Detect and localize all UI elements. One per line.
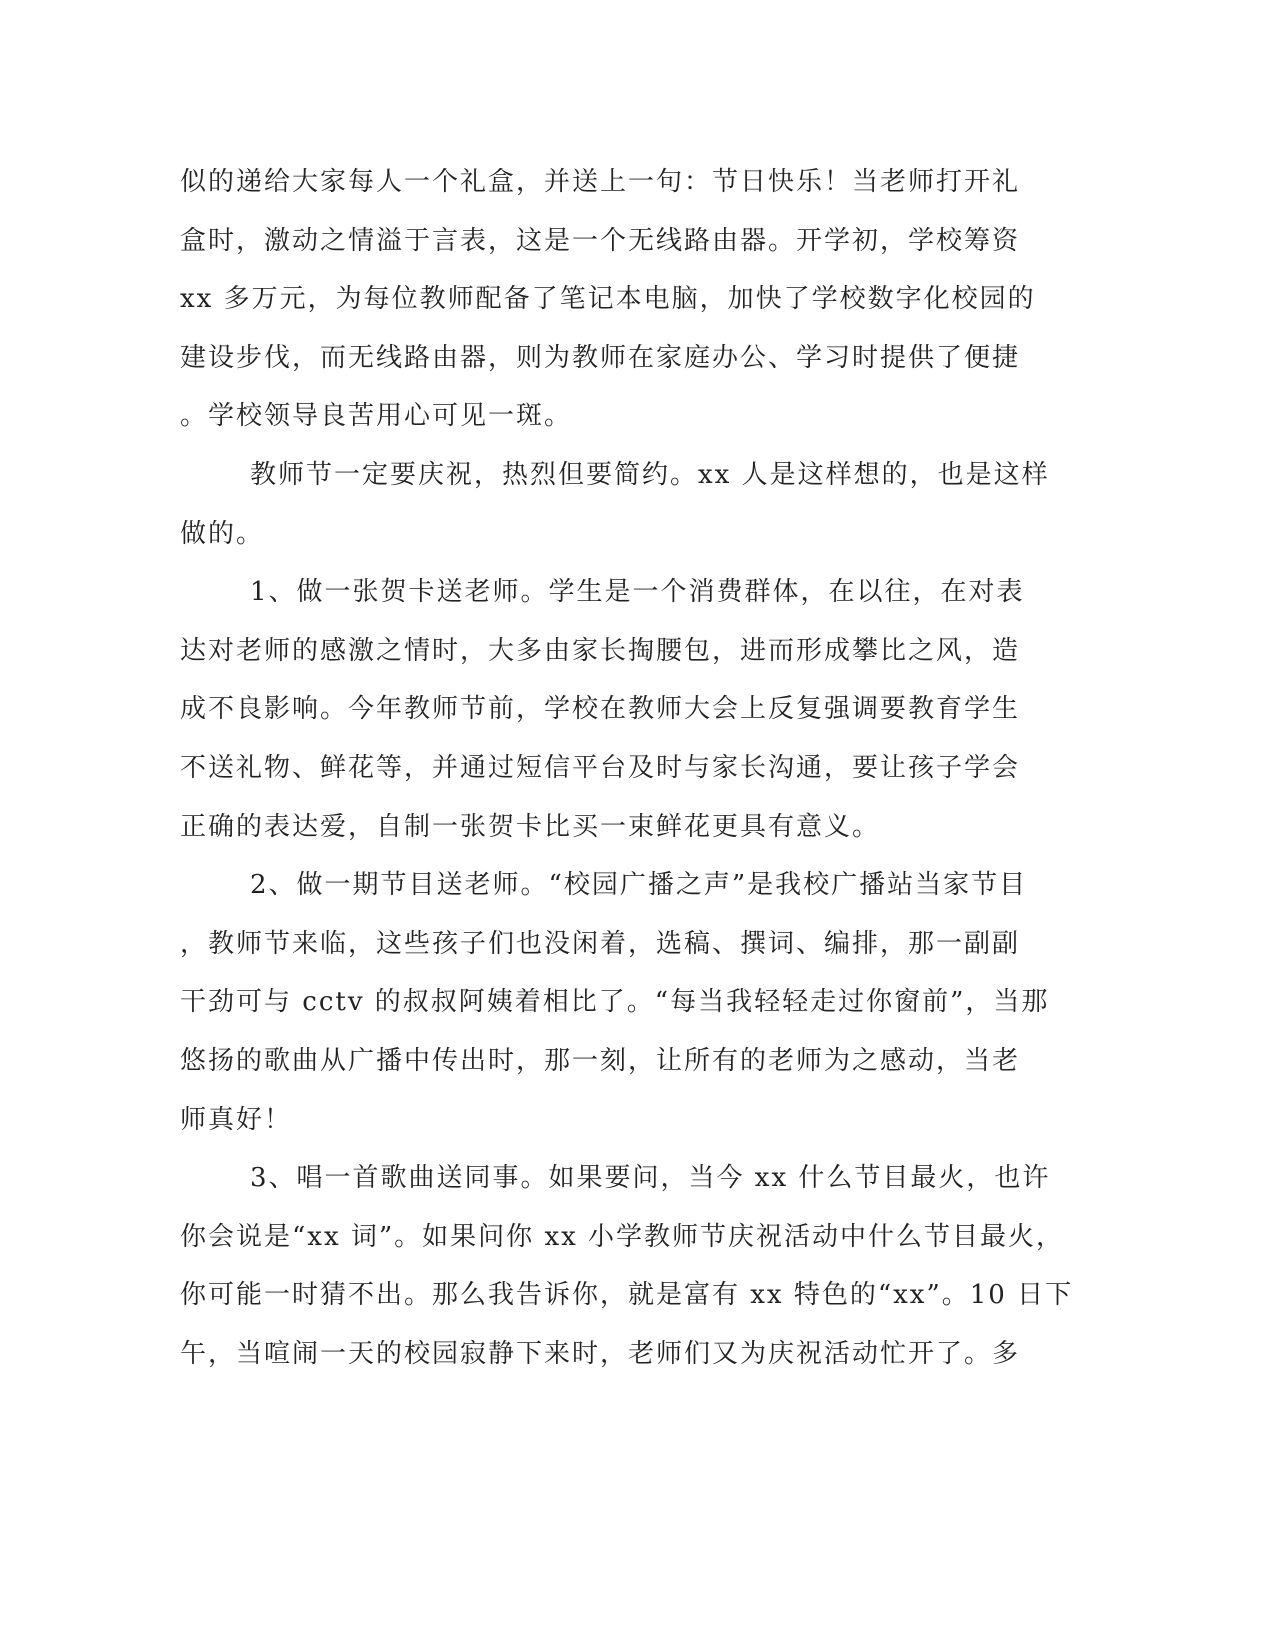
document-body (180, 153, 1074, 1383)
paragraph-first-line: 1、做一张贺卡送老师。学生是一个消费群体，在以往，在对表 (250, 577, 1025, 608)
text-line: 你会说是“xx 词”。如果问你 xx 小学教师节庆祝活动中什么节目最火， (180, 1221, 1065, 1252)
paragraph-first-line: 3、唱一首歌曲送同事。如果要问，当今 xx 什么节目最火，也许 (250, 1163, 1051, 1194)
paragraph-first-line: 2、做一期节目送老师。“校园广播之声”是我校广播站当家节目 (250, 870, 1028, 901)
text-line: 师真好！ (180, 1104, 293, 1135)
text-line: 建设步伐，而无线路由器，则为教师在家庭办公、学习时提供了便捷 (180, 342, 1021, 373)
text-line: 干劲可与 cctv 的叔叔阿姨着相比了。“每当我轻轻走过你窗前”，当那 (180, 987, 1050, 1018)
text-line: 盒时，激动之情溢于言表，这是一个无线路由器。开学初，学校筹资 (180, 225, 1021, 256)
text-line: 正确的表达爱，自制一张贺卡比买一束鲜花更具有意义。 (180, 811, 881, 842)
paragraph-first-line: 教师节一定要庆祝，热烈但要简约。xx 人是这样想的，也是这样 (250, 459, 1050, 490)
text-line: 。学校领导良苦用心可见一斑。 (180, 401, 573, 432)
text-line: xx 多万元，为每位教师配备了笔记本电脑，加快了学校数字化校园的 (180, 284, 1036, 315)
text-line: ，教师节来临，这些孩子们也没闲着，选稿、撰词、编排，那一副副 (180, 928, 1021, 959)
text-line: 达对老师的感激之情时，大多由家长掏腰包，进而形成攀比之风，造 (180, 635, 1021, 666)
text-line: 午，当喧闹一天的校园寂静下来时，老师们又为庆祝活动忙开了。多 (180, 1338, 1021, 1369)
text-line: 你可能一时猜不出。那么我告诉你，就是富有 xx 特色的“xx”。10 日下 (180, 1280, 1074, 1311)
text-line: 成不良影响。今年教师节前，学校在教师大会上反复强调要教育学生 (180, 694, 1021, 725)
text-line: 不送礼物、鲜花等，并通过短信平台及时与家长沟通，要让孩子学会 (180, 752, 1021, 783)
text-line: 做的。 (180, 518, 265, 549)
text-line: 悠扬的歌曲从广播中传出时，那一刻，让所有的老师为之感动，当老 (180, 1045, 1021, 1076)
text-line: 似的递给大家每人一个礼盒，并送上一句：节日快乐！当老师打开礼 (180, 167, 1021, 197)
